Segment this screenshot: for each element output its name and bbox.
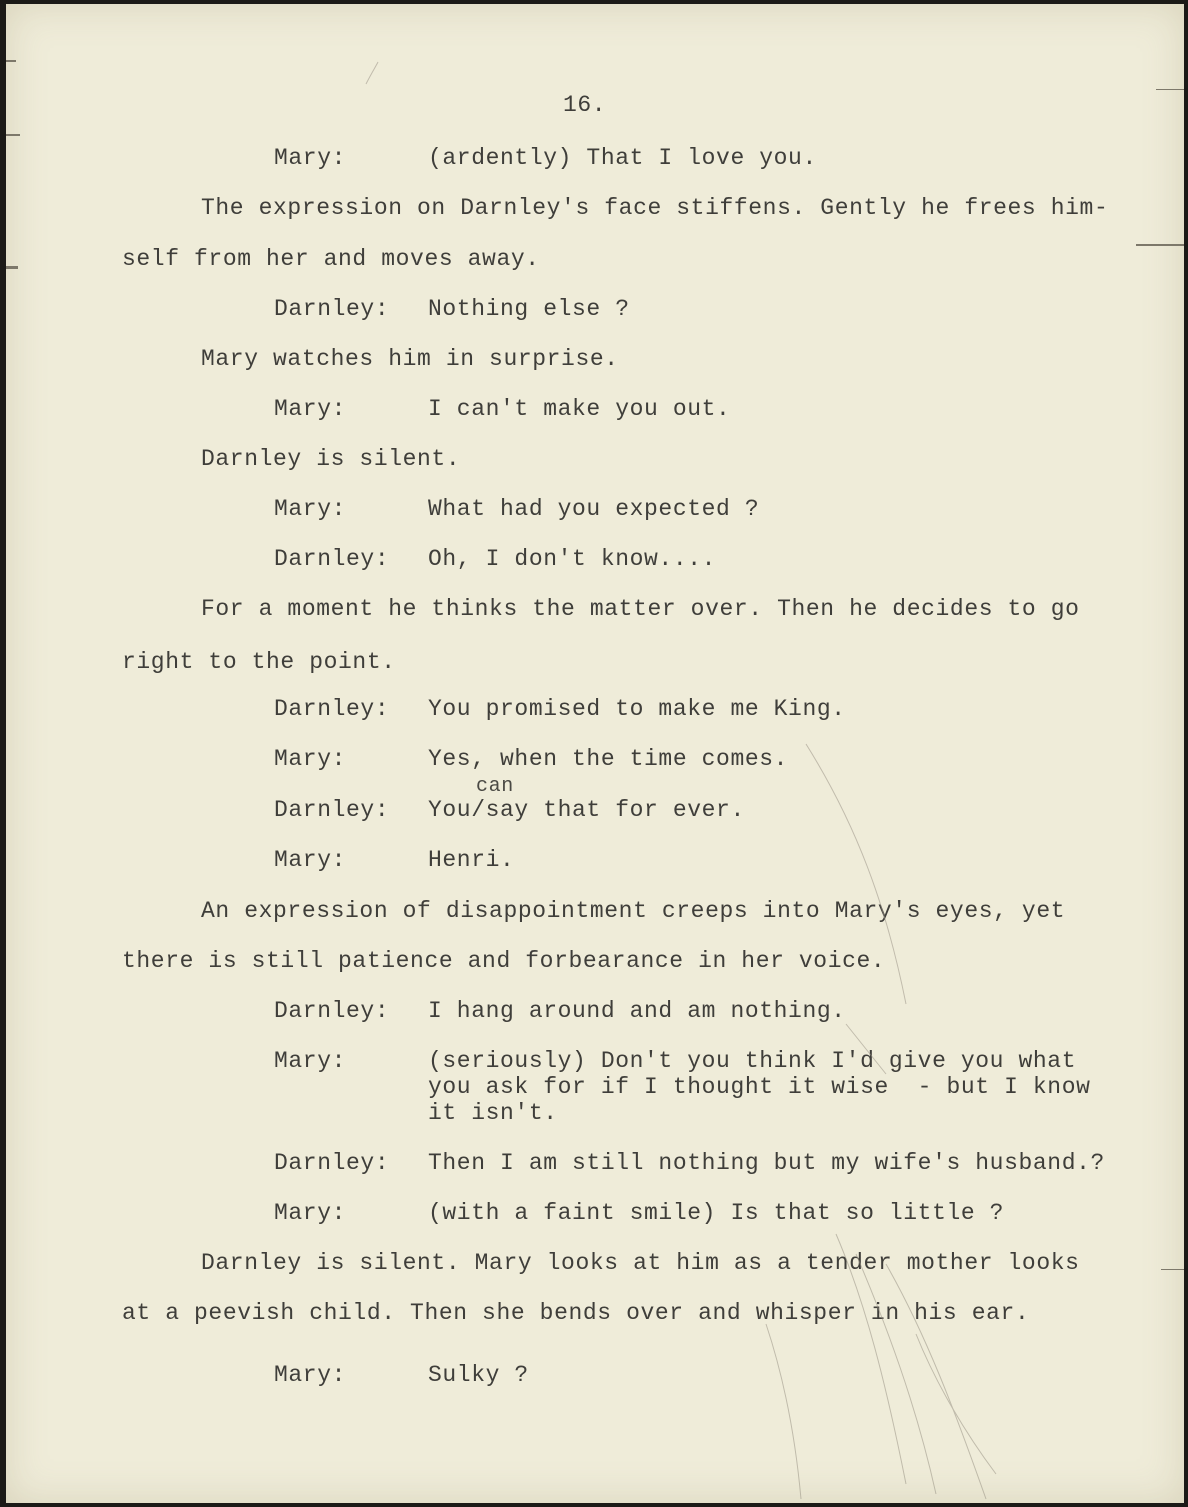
- speaker-label: Darnley:: [274, 696, 390, 722]
- speech-line: You promised to make me King.: [428, 696, 846, 722]
- speaker-label: Mary:: [274, 1362, 347, 1388]
- pencil-stroke: [366, 62, 378, 84]
- speech-line: I can't make you out.: [428, 396, 731, 422]
- speech-line: Yes, when the time comes.: [428, 746, 789, 772]
- speaker-label: Darnley:: [274, 546, 390, 572]
- pencil-stroke: [916, 1334, 996, 1474]
- speech-line: Nothing else ?: [428, 296, 630, 322]
- stage-direction: The expression on Darnley's face stiffens. Gently he frees him-: [201, 195, 1109, 221]
- speech-line: Henri.: [428, 847, 515, 873]
- speaker-label: Darnley:: [274, 998, 390, 1024]
- speech-line: (seriously) Don't you think I'd give you what: [428, 1048, 1077, 1074]
- speaker-label: Darnley:: [274, 1150, 390, 1176]
- speaker-label: Darnley:: [274, 797, 390, 823]
- speech-line: Sulky ?: [428, 1362, 529, 1388]
- stage-direction-continued: right to the point.: [122, 649, 396, 675]
- pencil-stroke: [766, 1324, 801, 1499]
- speaker-label: Mary:: [274, 1048, 347, 1074]
- stage-direction: An expression of disappointment creeps into Mary's eyes, yet: [201, 898, 1066, 924]
- stage-direction-continued: self from her and moves away.: [122, 246, 540, 272]
- stage-direction-continued: there is still patience and forbearance in her voice.: [122, 948, 886, 974]
- stage-direction: For a moment he thinks the matter over. Then he decides to go: [201, 596, 1080, 622]
- page-number: 16.: [563, 92, 607, 118]
- typescript-page: [6, 4, 1184, 1503]
- speech-line: Then I am still nothing but my wife's husband.?: [428, 1150, 1105, 1176]
- speaker-label: Mary:: [274, 1200, 347, 1226]
- speech-line: (ardently) That I love you.: [428, 145, 817, 171]
- margin-tick: [1136, 244, 1184, 246]
- speaker-label: Mary:: [274, 145, 347, 171]
- stage-direction: Darnley is silent.: [201, 446, 461, 472]
- speech-line: (with a faint smile) Is that so little ?: [428, 1200, 1005, 1226]
- margin-tick: [1156, 89, 1184, 90]
- speaker-label: Mary:: [274, 847, 347, 873]
- speaker-label: Mary:: [274, 496, 347, 522]
- pencil-stroke: [856, 1254, 936, 1494]
- interlinear-insertion: can: [476, 775, 514, 798]
- speaker-label: Mary:: [274, 746, 347, 772]
- stage-direction-continued: at a peevish child. Then she bends over and whisper in his ear.: [122, 1300, 1030, 1326]
- speaker-label: Mary:: [274, 396, 347, 422]
- speech-line-continued: you ask for if I thought it wise - but I know: [428, 1074, 1091, 1100]
- margin-tick: [6, 266, 18, 269]
- speaker-label: Darnley:: [274, 296, 390, 322]
- margin-tick: [6, 134, 20, 136]
- speech-line: You/say that for ever.: [428, 797, 745, 823]
- margin-tick: [1161, 1269, 1184, 1270]
- speech-line: Oh, I don't know....: [428, 546, 717, 572]
- speech-line: What had you expected ?: [428, 496, 760, 522]
- stage-direction: Darnley is silent. Mary looks at him as a tender mother looks: [201, 1250, 1080, 1276]
- speech-line: I hang around and am nothing.: [428, 998, 846, 1024]
- margin-tick: [6, 60, 16, 62]
- stage-direction: Mary watches him in surprise.: [201, 346, 619, 372]
- speech-line-continued: it isn't.: [428, 1100, 558, 1126]
